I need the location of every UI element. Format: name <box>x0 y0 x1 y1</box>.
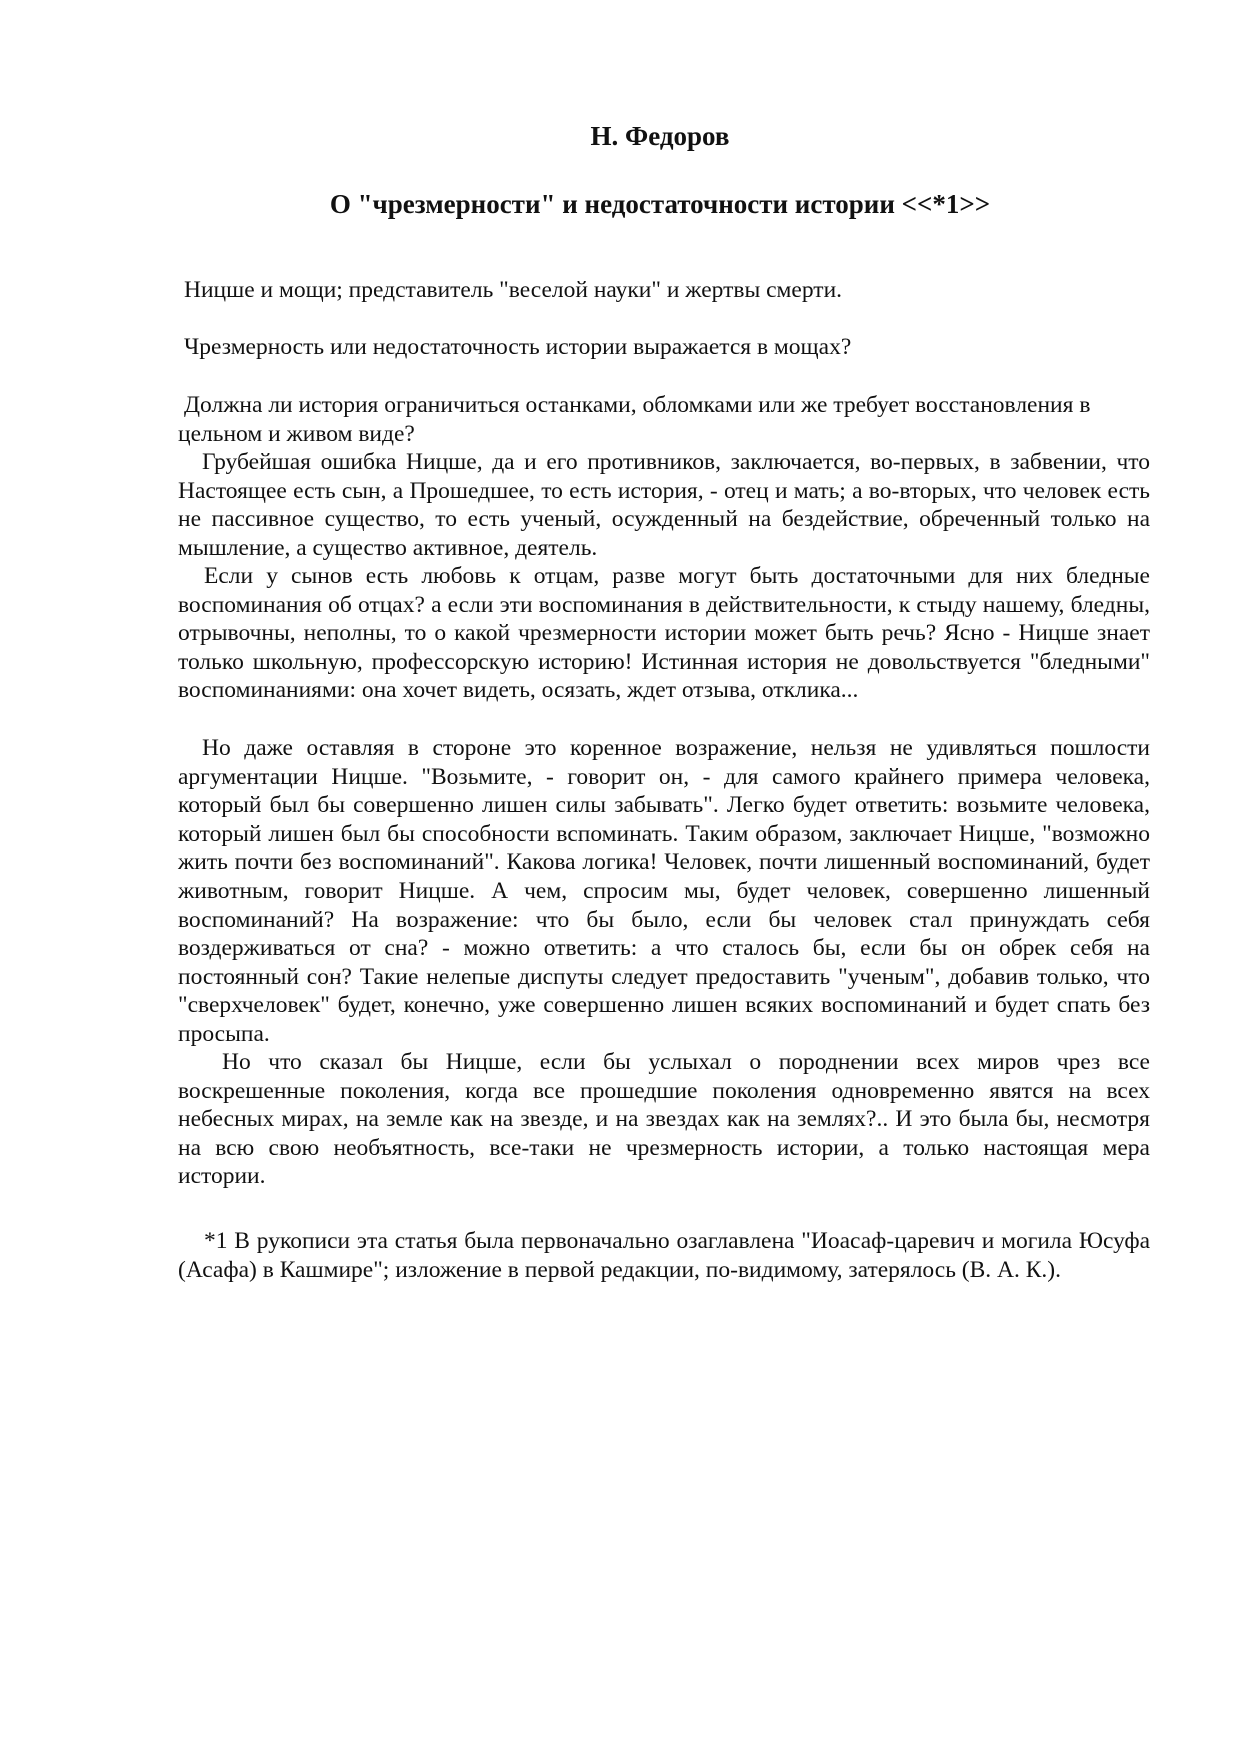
body-paragraph-2: Если у сынов есть любовь к отцам, разве могут быть достаточными для них бледные воспоминания об отцах? а если эти воспоминания в действительности, к стыду нашему, бледны, отрывочны, неполны, то о какой чрезмерности истории может быть речь? Ясно - Ницше знает только школьную, профессорскую историю! Истинная история не довольствуется "бледными" воспоминаниями: она хочет видеть, осязать, ждет отзыва, отклика... <box>178 563 1150 704</box>
opening-line-3: Должна ли история ограничиться останками, обломками или же требует восстановления в цельном и живом виде? <box>178 392 1091 447</box>
opening-line-2: Чрезмерность или недостаточность истории выражается в мощах? <box>184 334 852 360</box>
footnote: *1 В рукописи эта статья была первоначально озаглавлена "Иоасаф-царевич и могила Юсуфа (Асафа) в Кашмире"; изложение в первой редакции, по-видимому, затерялось (В. А. К.). <box>178 1228 1150 1283</box>
opening-line-1: Ницше и мощи; представитель "веселой науки" и жертвы смерти. <box>184 277 843 303</box>
author-name: Н. Федоров <box>590 121 730 151</box>
body-paragraph-4: Но что сказал бы Ницше, если бы услыхал о породнении всех миров чрез все воскрешенные поколения, когда все прошедшие поколения одновременно явятся на всех небесных мирах, на земле как на звезде, и на звездах как на землях?.. И это была бы, несмотря на всю свою необъятность, все-таки не чрезмерность истории, а только настоящая мера истории. <box>178 1049 1150 1190</box>
body-paragraph-3: Но даже оставляя в стороне это коренное возражение, нельзя не удивляться пошлости аргументации Ницше. "Возьмите, - говорит он, - для самого крайнего примера человека, который был бы совершенно лишен силы забывать". Легко будет ответить: возьмите человека, который лишен был бы способности вспоминать. Таким образом, заключает Ницше, "возможно жить почти без воспоминаний". Какова логика! Человек, почти лишенный воспоминаний, будет животным, говорит Ницше. А чем, спросим мы, будет человек, совершенно лишенный воспоминаний? На возражение: что бы было, если бы человек стал принуждать себя воздерживаться от сна? - можно ответить: а что сталось бы, если бы он обрек себя на постоянный сон? Такие нелепые диспуты следует предоставить "ученым", добавив только, что "сверхчеловек" будет, конечно, уже совершенно лишен всяких воспоминаний и будет спать без просыпа. <box>178 735 1150 1047</box>
body-paragraph-1: Грубейшая ошибка Ницше, да и его противников, заключается, во-первых, в забвении, что Настоящее есть сын, а Прошедшее, то есть история, - отец и мать; а во-вторых, что человек есть не пассивное существо, то есть ученый, осужденный на бездействие, обреченный только на мышление, а существо активное, деятель. <box>178 449 1150 561</box>
article-title: О "чрезмерности" и недостаточности истории <<*1>> <box>329 189 991 219</box>
